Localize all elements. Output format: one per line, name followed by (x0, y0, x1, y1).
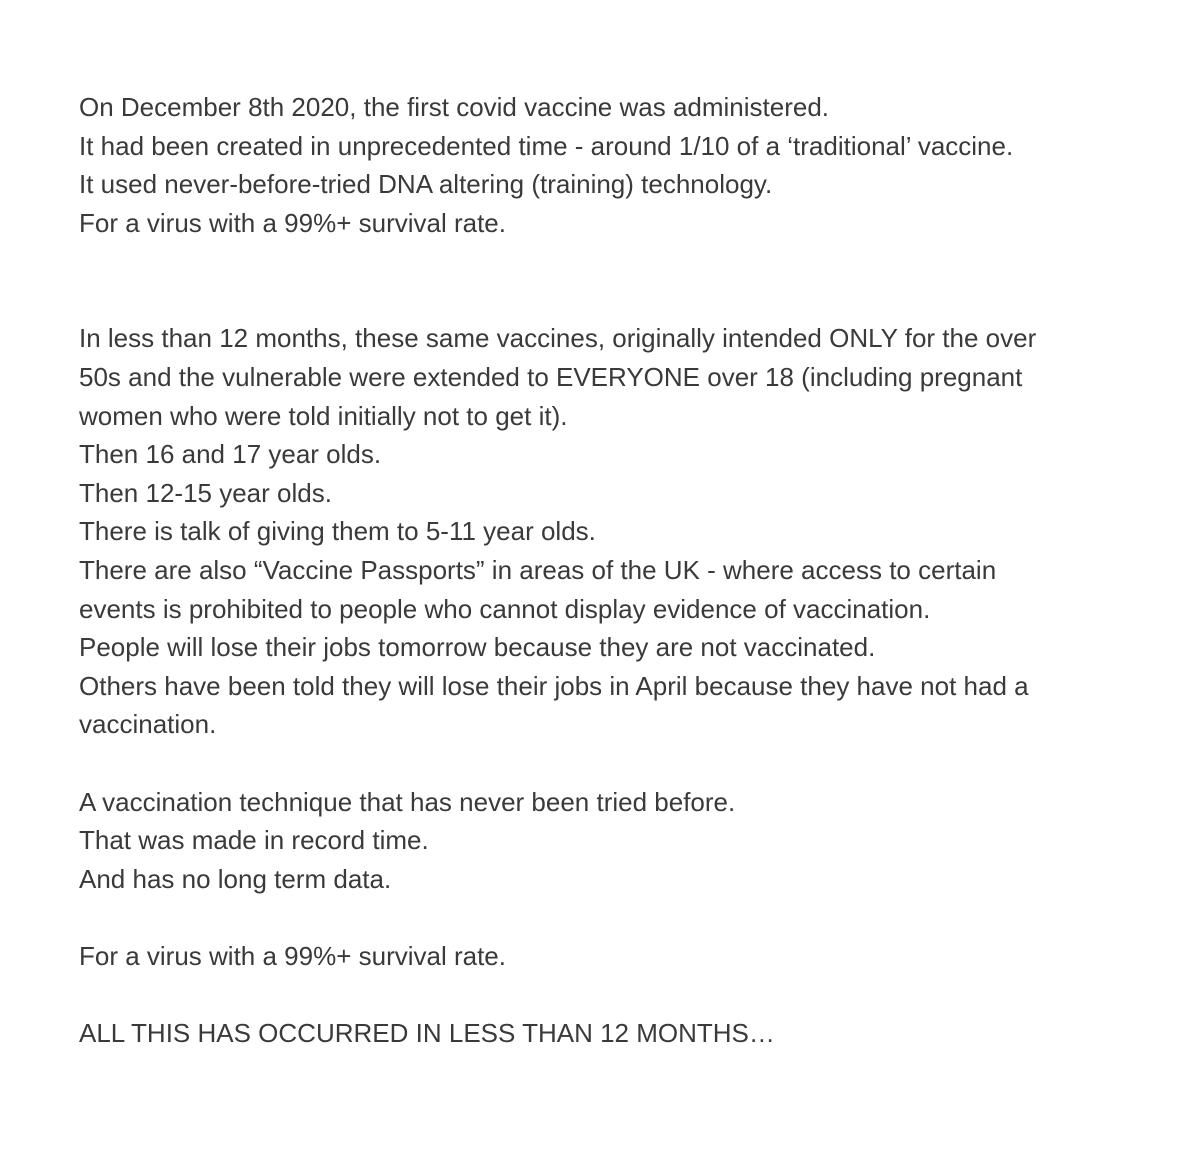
note-document (79, 88, 1109, 1053)
text-line: It had been created in unprecedented time - around 1/10 of a ‘traditional’ vaccine. (79, 130, 1014, 161)
text-line: In less than 12 months, these same vaccines, originally intended ONLY for the over (79, 323, 1037, 354)
text-line: For a virus with a 99%+ survival rate. (79, 940, 506, 971)
paragraph-conclusion (79, 1014, 1109, 1053)
text-line: ALL THIS HAS OCCURRED IN LESS THAN 12 MONTHS… (79, 1018, 775, 1049)
text-line: It used never-before-tried DNA altering (training) technology. (79, 169, 773, 200)
blank-space (79, 242, 1109, 319)
text-line: And has no long term data. (79, 863, 392, 894)
text-line: Others have been told they will lose their jobs in April because they have not had a (79, 670, 1029, 701)
text-line: 50s and the vulnerable were extended to EVERYONE over 18 (including pregnant (79, 361, 1023, 392)
paragraph-survival-rate (79, 937, 1109, 976)
text-line: There are also “Vaccine Passports” in areas of the UK - where access to certain (79, 554, 997, 585)
blank-line (79, 744, 1109, 783)
text-line: Then 12-15 year olds. (79, 477, 332, 508)
text-line: For a virus with a 99%+ survival rate. (79, 207, 506, 238)
text-line: A vaccination technique that has never been tried before. (79, 786, 736, 817)
paragraph-vaccine-extension (79, 319, 1109, 744)
text-line: vaccination. (79, 709, 217, 740)
paragraph-technique (79, 783, 1109, 899)
text-line: women who were told initially not to get it). (79, 400, 568, 431)
text-line: On December 8th 2020, the first covid vaccine was administered. (79, 92, 830, 122)
text-line: Then 16 and 17 year olds. (79, 439, 382, 470)
paragraph-first-vaccine (79, 88, 1109, 242)
blank-line (79, 898, 1109, 937)
text-line: People will lose their jobs tomorrow because they are not vaccinated. (79, 632, 876, 663)
text-line: events is prohibited to people who cannot display evidence of vaccination. (79, 593, 931, 624)
text-line: That was made in record time. (79, 825, 429, 856)
text-line: There is talk of giving them to 5-11 year olds. (79, 516, 596, 547)
blank-line (79, 975, 1109, 1014)
